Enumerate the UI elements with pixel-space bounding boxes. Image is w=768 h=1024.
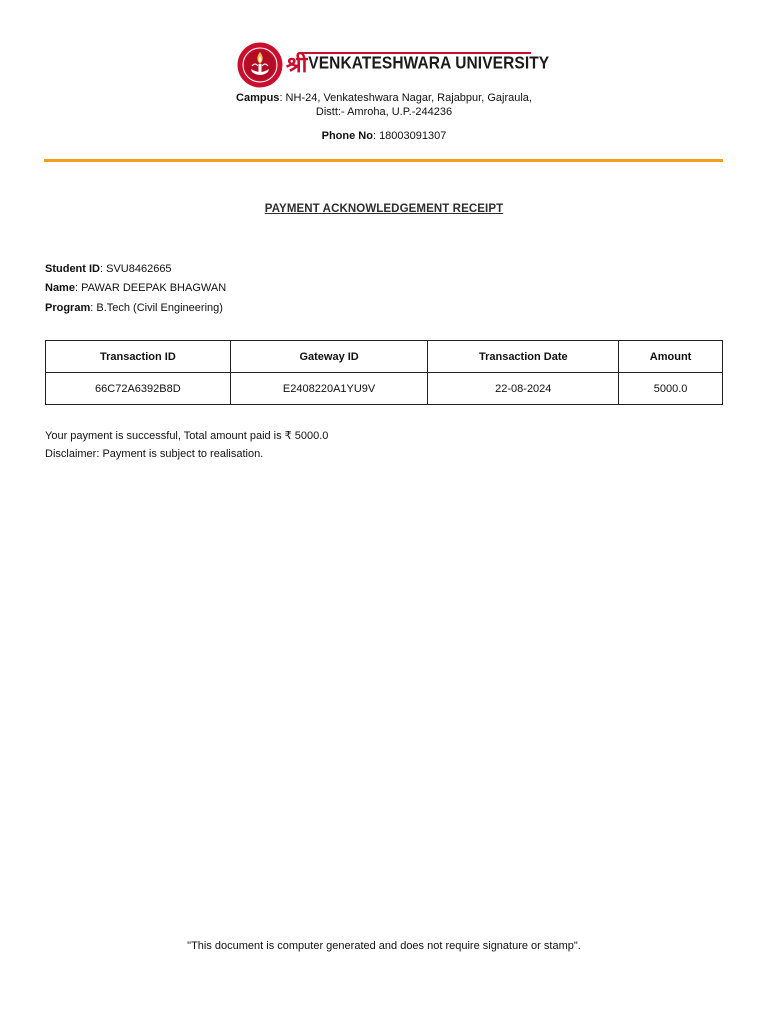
student-id-value: : SVU8462665 <box>100 263 172 275</box>
column-header: Amount <box>619 341 723 373</box>
program-value: : B.Tech (Civil Engineering) <box>90 302 223 314</box>
student-program-row <box>45 302 223 314</box>
logo-prefix: श्री <box>286 52 308 78</box>
campus-line2: Distt:- Amroha, U.P.-244236 <box>315 106 453 118</box>
column-header: Transaction Date <box>428 341 619 373</box>
campus-label: Campus <box>236 92 280 104</box>
header-divider <box>44 159 723 162</box>
gateway-id-cell: E2408220A1YU9V <box>230 373 428 405</box>
column-header: Gateway ID <box>230 341 428 373</box>
transaction-date-cell: 22-08-2024 <box>428 373 619 405</box>
student-name-value: : PAWAR DEEPAK BHAGWAN <box>74 282 227 294</box>
payment-success-message: Your payment is successful, Total amount paid is ₹ 5000.0 <box>45 430 329 442</box>
transaction-table <box>45 340 723 405</box>
phone-label: Phone No <box>321 130 373 142</box>
amount-cell: 5000.0 <box>619 373 723 405</box>
student-id-label: Student ID <box>45 263 100 275</box>
column-header: Transaction ID <box>46 341 231 373</box>
university-header <box>0 40 768 88</box>
program-label: Program <box>45 302 91 314</box>
student-id-row <box>45 263 172 275</box>
university-name: VENKATESHWARA UNIVERSITY <box>308 53 550 74</box>
student-name-row <box>45 282 226 294</box>
phone-value: : 18003091307 <box>372 130 447 142</box>
footer-note: "This document is computer generated and does not require signature or stamp". <box>187 940 581 952</box>
table-header-row <box>46 341 723 373</box>
campus-line1: : NH-24, Venkateshwara Nagar, Rajabpur, Gajraula, <box>279 92 532 104</box>
student-name-label: Name <box>45 282 75 294</box>
phone-number <box>0 130 768 142</box>
university-wordmark <box>286 46 549 82</box>
university-seal-icon <box>237 42 283 88</box>
disclaimer-text: Disclaimer: Payment is subject to realisation. <box>45 448 264 460</box>
transaction-id-cell: 66C72A6392B8D <box>46 373 231 405</box>
campus-address <box>0 91 768 119</box>
receipt-title: PAYMENT ACKNOWLEDGEMENT RECEIPT <box>264 203 504 215</box>
table-row <box>46 373 723 405</box>
